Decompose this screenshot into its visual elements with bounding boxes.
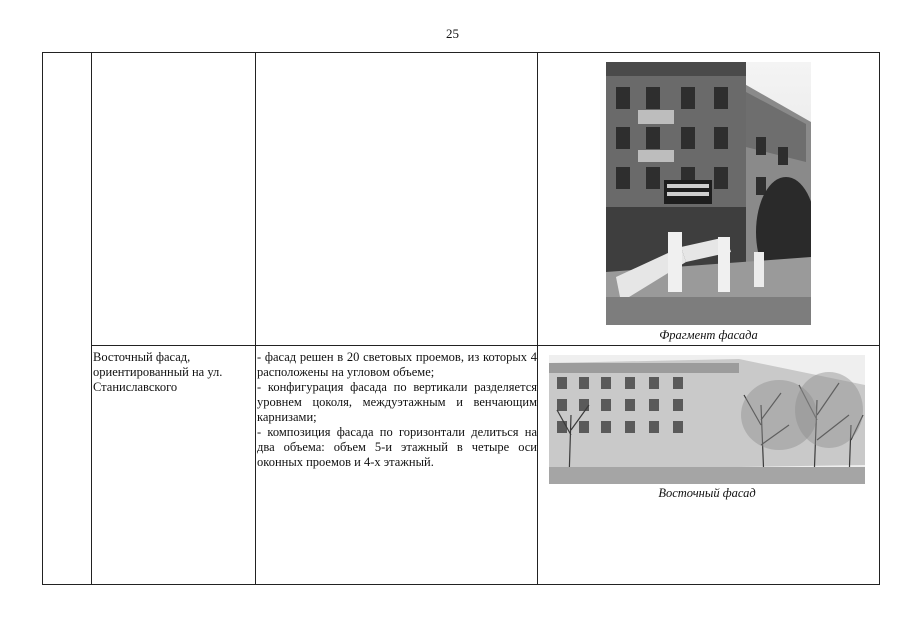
column-divider	[91, 53, 92, 584]
east-facade-caption: Восточный фасад	[658, 486, 756, 500]
description-line: - фасад решен в 20 световых проемов, из которых 4 расположены на угловом объеме;	[257, 350, 537, 379]
facade-label-cell: Восточный фасад, ориентированный на ул. Станиславского	[93, 350, 223, 394]
column-divider	[255, 53, 256, 584]
facade-fragment-caption: Фрагмент фасада	[659, 328, 758, 342]
east-facade-photo	[549, 355, 865, 484]
column-divider	[537, 53, 538, 584]
description-line: - композиция фасада по горизонтали делиться на два объема: объем 5-и этажный в четыре оси оконных проемов и 4-х этажный.	[257, 425, 537, 469]
row-divider	[91, 345, 879, 346]
description-line: - конфигурация фасада по вертикали разделяется уровнем цоколя, междуэтажным и венчающим карнизами;	[257, 380, 537, 424]
facade-description-cell	[257, 350, 537, 470]
facade-fragment-photo	[606, 62, 811, 325]
page-number: 25	[446, 26, 459, 41]
